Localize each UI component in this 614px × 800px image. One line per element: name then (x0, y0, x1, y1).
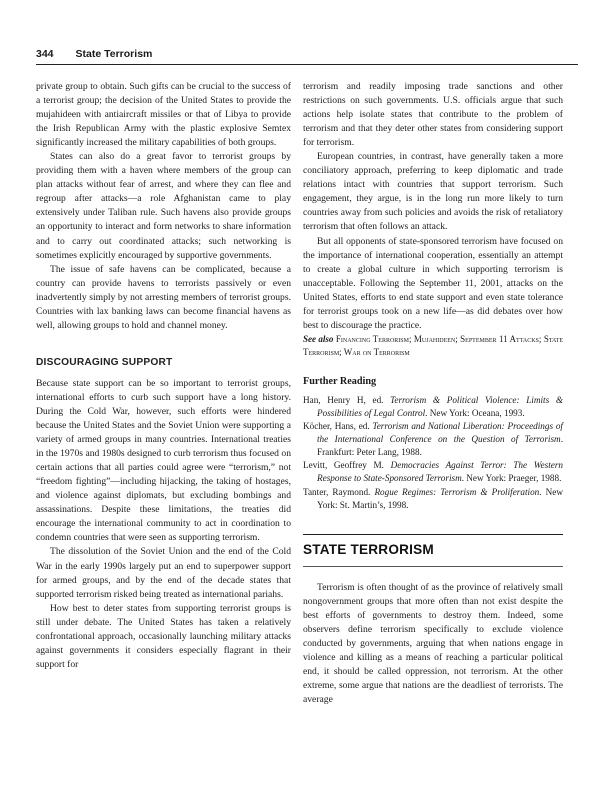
reference-title: Terrorism and National Liberation: Proceedings of the International Conference on the Question of Terrorism (317, 421, 563, 445)
reference-author: Tanter, Raymond. (303, 486, 375, 497)
paragraph: The issue of safe havens can be complicated, because a country can provide havens to terrorists passively or even inadvertently simply by not arresting members of terrorist groups. Countries with lax banking laws can become financial havens as well, allowing groups to hold and channel money. (36, 263, 291, 331)
paragraph: private group to obtain. Such gifts can be crucial to the success of a terrorist group; the decision of the United States to provide the mujahideen with antiaircraft missiles or that of Libya to provide the Irish Republican Army with the plastic explosive Semtex significantly increased the military capabilities of both groups. (36, 81, 291, 149)
reference-item (303, 486, 563, 512)
paragraph: Terrorism is often thought of as the province of relatively small nongovernment groups that more often than not exist despite the best efforts of governments to destroy them. Indeed, some observers define terrorism specifically to exclude violence conducted by governments, arguing that when nations engage in violence and killing as a means of reaching a particular political end, it should be called oppression, not terrorism. At the other extreme, some argue that nations are the deadliest of terrorists. The average (303, 581, 563, 706)
header-rule (36, 64, 578, 65)
see-also-label: See also (303, 333, 334, 344)
running-header (36, 48, 578, 64)
reference-author: Han, Henry H, ed. (303, 394, 391, 405)
see-also (303, 333, 563, 359)
paragraph: But all opponents of state-sponsored terrorism have focused on the importance of international cooperation, essentially an attempt to create a global culture in which supporting terrorism is unacceptable. Following the September 11, 2001, attacks on the United States, efforts to end state support and even state tolerance for terrorist groups took on a new life—as did debates over how best to discourage the practice. (303, 235, 563, 331)
paragraph: How best to deter states from supporting terrorist groups is still under debate. The United States has taken a relatively confrontational approach, occasionally launching military attacks against governments it considers especially flagrant in their support for (36, 602, 291, 670)
reference-author: Köcher, Hans, ed. (303, 421, 373, 432)
paragraph: States can also do a great favor to terrorist groups by providing them with a haven where members of the group can plan attacks without fear of arrest, and where they can flee and regroup after attacks—a role Afghanistan came to play extensively under Taliban rule. Such havens also provide groups an opportunity to interact and form networks to share information and to carry out coordinated attacks; such networking is sometimes explicitly encouraged by supportive governments. (36, 151, 291, 261)
reference-publisher: . New York: St. Martin’s, 1998. (317, 486, 563, 510)
paragraph: The dissolution of the Soviet Union and the end of the Cold War in the early 1990s largely put an end to superpower support for armed groups, and by the end of the decade states that supported terrorism risked being treated as international pariahs. (36, 546, 291, 600)
reference-item (303, 394, 563, 420)
reference-author: Levitt, Geoffrey M. (303, 460, 391, 471)
paragraph: European countries, in contrast, have generally taken a more conciliatory approach, preferring to keep diplomatic and trade relations intact with countries that support terrorism. Such engagement, they argue, is in the long run more likely to turn countries away from such policies and avoids the risk of retaliatory terrorism that often follows an attack. (303, 151, 563, 233)
reference-title: Democracies Against Terror: The Western Response to State-Sponsored Terrorism (317, 460, 563, 484)
reference-publisher: . New York: Praeger, 1988. (461, 473, 562, 484)
see-also-links: Financing Terrorism; Mujahideen; September 11 Attacks; State Terrorism; War on Terrorism (303, 333, 564, 357)
paragraph: Because state support can be so important to terrorist groups, international efforts to curb such support have a long history. During the Cold War, however, such efforts were hindered because the United States and the Soviet Union were supporting a variety of armed groups in many countries. International treaties in the 1970s and 1980s designed to curb terrorism thus focused on certain actions that all parties could agree were “terrorism,” not “freedom fighting”—including hijacking, the taking of hostages, and violence against diplomats, but excluding bombings and assassinations. Despite these limitations, the treaties did encourage the international community to act in coordination to condemn countries that were seen as supporting terrorism. (36, 377, 291, 544)
entry-title-rule (303, 566, 563, 567)
reference-publisher: . Frankfurt: Peter Lang, 1988. (317, 434, 563, 458)
reference-publisher: . New York: Oceana, 1993. (425, 407, 525, 418)
reference-title: Rogue Regimes: Terrorism & Proliferation (374, 486, 540, 497)
entry-title: STATE TERRORISM (303, 541, 434, 557)
left-column (36, 80, 291, 672)
further-reading-heading: Further Reading (303, 375, 377, 387)
reference-item (303, 420, 563, 459)
entry-top-rule (303, 534, 563, 535)
reference-item (303, 459, 563, 485)
right-column (303, 80, 563, 707)
section-heading-discouraging-support: DISCOURAGING SUPPORT (36, 356, 173, 368)
running-title: State Terrorism (75, 48, 153, 60)
paragraph: terrorism and readily imposing trade sanctions and other restrictions on such governments. U.S. officials argue that such actions help isolate states that contribute to the problem of terrorism and that they deter other states from considering support for terrorism. (303, 81, 563, 149)
reference-title: Terrorism & Political Violence: Limits & Possibilities of Legal Control (317, 394, 563, 418)
page-number: 344 (36, 48, 54, 60)
